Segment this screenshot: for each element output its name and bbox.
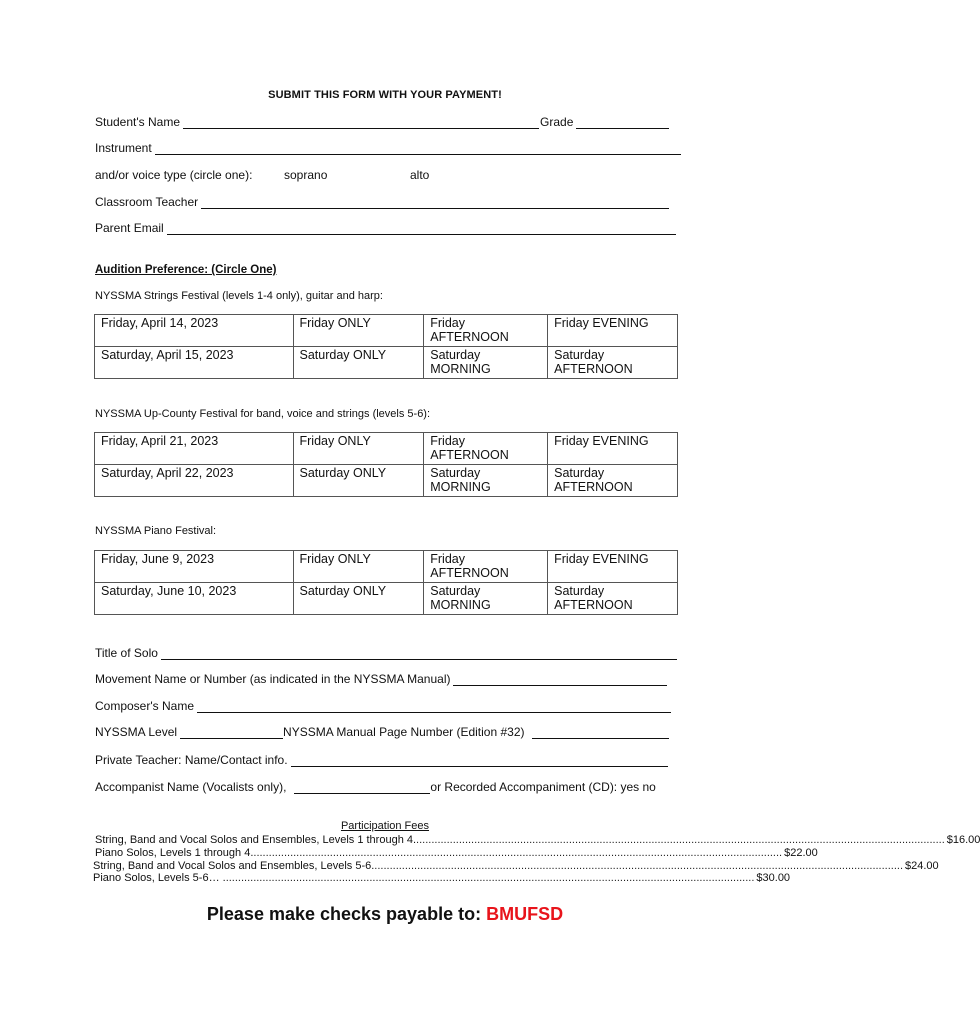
fee-amount: $30.00 [756,872,791,884]
accompanist-field[interactable] [294,782,430,794]
table-row [95,315,678,347]
private-teacher-row [95,753,668,767]
strings-festival-label: NYSSMA Strings Festival (levels 1-4 only), guitar and harp: [95,290,383,302]
payee-name: BMUFSD [486,904,564,924]
session-cell[interactable]: Saturday AFTERNOON [548,465,678,497]
form-heading: SUBMIT THIS FORM WITH YOUR PAYMENT! [268,89,502,101]
nyssma-level-label: NYSSMA Level [95,725,178,739]
date-cell[interactable]: Friday, April 14, 2023 [95,315,294,347]
session-cell[interactable]: Friday AFTERNOON [424,315,548,347]
movement-field[interactable] [453,674,667,686]
fee-row [93,872,791,884]
solo-title-label: Title of Solo [95,646,158,660]
strings-festival-table [94,314,678,379]
voice-option-soprano[interactable]: soprano [284,168,328,182]
accompanist-row [95,780,659,794]
fee-row [93,860,939,872]
manual-page-label: NYSSMA Manual Page Number (Edition #32) [283,725,525,739]
classroom-teacher-label: Classroom Teacher [95,195,199,209]
fee-label: Piano Solos, Levels 5-6… . [93,872,226,884]
day-only-cell[interactable]: Saturday ONLY [293,465,424,497]
composer-label: Composer's Name [95,699,194,713]
solo-title-row [95,646,677,660]
piano-festival-table [94,550,678,615]
instrument-label: Instrument [95,141,152,155]
piano-festival-label: NYSSMA Piano Festival: [95,525,217,537]
upcounty-festival-table [94,432,678,497]
table-row [95,583,678,615]
day-only-cell[interactable]: Saturday ONLY [293,583,424,615]
session-cell[interactable]: Friday AFTERNOON [424,433,548,465]
session-cell[interactable]: Saturday AFTERNOON [548,583,678,615]
date-cell[interactable]: Friday, June 9, 2023 [95,551,294,583]
voice-option-alto[interactable]: alto [410,168,430,182]
parent-email-label: Parent Email [95,221,164,235]
upcounty-festival-label: NYSSMA Up-County Festival for band, voice and strings (levels 5-6): [95,408,431,420]
student-name-field[interactable] [183,117,539,129]
fee-amount: $24.00 [905,860,939,872]
student-name-row [95,115,669,129]
accompanist-label: Accompanist Name (Vocalists only), [95,780,287,794]
manual-page-field[interactable] [532,727,669,739]
leader-dots: ............................................................................................................................................................................. [253,847,783,859]
voice-type-label: and/or voice type (circle one): [95,168,253,182]
session-cell[interactable]: Friday EVENING [548,433,678,465]
nyssma-level-field[interactable] [180,727,283,739]
leader-dots: ............................................................................................................................................................................. [416,834,945,846]
movement-label: Movement Name or Number (as indicated in the NYSSMA Manual) [95,672,451,686]
solo-title-field[interactable] [161,648,677,660]
table-row [95,347,678,379]
day-only-cell[interactable]: Friday ONLY [293,433,424,465]
date-cell[interactable]: Saturday, April 15, 2023 [95,347,294,379]
fee-amount: $22.00 [784,847,818,859]
grade-field[interactable] [576,117,669,129]
private-teacher-label: Private Teacher: Name/Contact info. [95,753,288,767]
leader-dots: ............................................................................................................................................................................. [225,872,755,884]
classroom-teacher-row [95,195,669,209]
parent-email-field[interactable] [167,223,676,235]
private-teacher-field[interactable] [291,755,668,767]
audition-preference-title: Audition Preference: (Circle One) [95,264,277,276]
payment-instruction [0,904,770,925]
day-only-cell[interactable]: Friday ONLY [293,551,424,583]
classroom-teacher-field[interactable] [201,197,669,209]
table-row [95,551,678,583]
table-row [95,465,678,497]
date-cell[interactable]: Friday, April 21, 2023 [95,433,294,465]
date-cell[interactable]: Saturday, April 22, 2023 [95,465,294,497]
session-cell[interactable]: Friday AFTERNOON [424,551,548,583]
session-cell[interactable]: Saturday MORNING [424,465,548,497]
fee-label: String, Band and Vocal Solos and Ensembles, Levels 5-6. [93,860,375,872]
movement-row [95,672,667,686]
session-cell[interactable]: Saturday MORNING [424,347,548,379]
student-name-label: Student's Name [95,115,181,129]
parent-email-row [95,221,676,235]
session-cell[interactable]: Friday EVENING [548,551,678,583]
fee-label: String, Band and Vocal Solos and Ensembles, Levels 1 through 4. [95,834,417,846]
fee-row [95,834,980,846]
fee-label: Piano Solos, Levels 1 through 4. [95,847,254,859]
instrument-row [95,141,681,155]
fee-amount: $16.00 [946,834,980,846]
date-cell[interactable]: Saturday, June 10, 2023 [95,583,294,615]
payment-text: Please make checks payable to: [206,904,482,924]
session-cell[interactable]: Friday EVENING [548,315,678,347]
instrument-field[interactable] [155,143,681,155]
leader-dots: ............................................................................................................................................................................. [374,860,904,872]
session-cell[interactable]: Saturday AFTERNOON [548,347,678,379]
session-cell[interactable]: Saturday MORNING [424,583,548,615]
fee-row [95,847,818,859]
table-row [95,433,678,465]
composer-field[interactable] [197,701,671,713]
nyssma-level-row [95,725,669,739]
participation-fees-title: Participation Fees [340,820,430,832]
grade-label: Grade [540,115,574,129]
day-only-cell[interactable]: Saturday ONLY [293,347,424,379]
recorded-accompaniment-label: or Recorded Accompaniment (CD): yes no [430,780,656,794]
day-only-cell[interactable]: Friday ONLY [293,315,424,347]
composer-row [95,699,671,713]
